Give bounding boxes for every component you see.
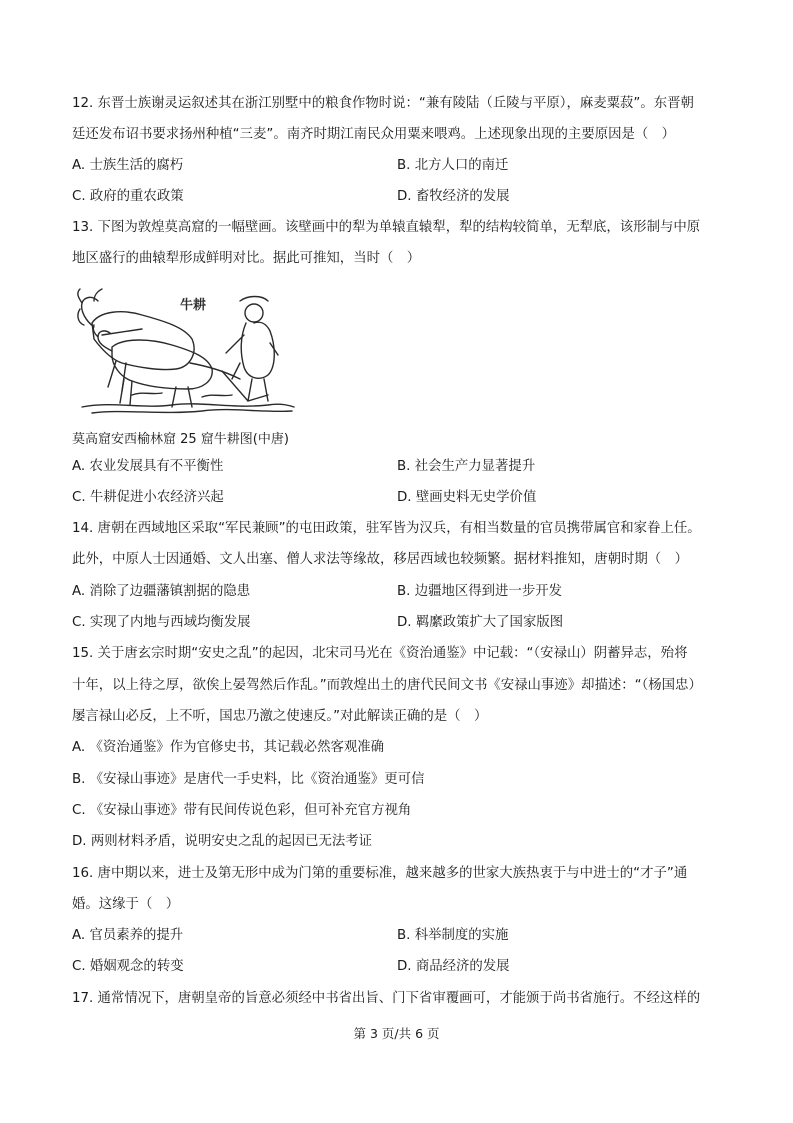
q15-option-c: C. 《安禄山事迹》带有民间传说色彩，但可补充官方视角 [72,803,412,818]
q16-option-c: C. 婚姻观念的转变 [72,959,184,974]
q12-option-c: C. 政府的重农政策 [72,189,184,204]
q14-option-d: D. 羁縻政策扩大了国家版图 [397,615,564,630]
q12-stem-line-1: 12. 东晋士族谢灵运叙述其在浙江别墅中的粮食作物时说：“兼有陵陆（丘陵与平原），麻麦粟菽”。东晋朝 [72,96,694,111]
mural-inscription: 牛耕 [180,298,207,313]
q13-option-a: A. 农业发展具有不平衡性 [72,459,224,474]
q12-stem-line-2: 廷还发布诏书要求扬州种植“三麦”。南齐时期江南民众用粟来喂鸡。上述现象出现的主要原因是（ ） [72,127,676,142]
q14-stem-line-1: 14. 唐朝在西域地区采取“军民兼顾”的屯田政策，驻军皆为汉兵，有相当数量的官员携带属官和家眷上任。 [72,521,701,536]
q12-option-a: A. 士族生活的腐朽 [72,158,184,173]
q15-stem-line-2: 十年，以上待之厚，欲俟上晏驾然后作乱。”而敦煌出土的唐代民间文书《安禄山事迹》却描述：“（杨国忠） [72,678,702,693]
q16-stem-line-2: 婚。这缘于（ ） [72,897,180,912]
q16-stem-line-1: 16. 唐中期以来，进士及第无形中成为门第的重要标准，越来越多的世家大族热衷于与中进士的“才子”通 [72,866,688,881]
q13-option-d: D. 壁画史料无史学价值 [397,490,537,505]
page-number: 第 3 页/共 6 页 [353,1026,440,1041]
q14-option-a: A. 消除了边疆藩镇割据的隐患 [72,584,251,599]
q14-option-b: B. 边疆地区得到进一步开发 [397,584,562,599]
q12-option-d: D. 畜牧经济的发展 [397,189,510,204]
q16-option-a: A. 官员素养的提升 [72,928,184,943]
q14-stem-line-2: 此外，中原人士因通婚、文人出塞、僧人求法等缘故，移居西域也较频繁。据材料推知，唐朝时期（ ） [72,552,688,567]
q15-stem-line-1: 15. 关于唐玄宗时期“安史之乱”的起因，北宋司马光在《资治通鉴》中记载：“（安禄山）阴蓄异志，殆将 [72,646,688,661]
q13-option-b: B. 社会生产力显著提升 [397,459,536,474]
q14-option-c: C. 实现了内地与西域均衡发展 [72,615,251,630]
q13-stem-line-2: 地区盛行的曲辕犁形成鲜明对比。据此可推知，当时（ ） [72,251,421,266]
q13-stem-line-1: 13. 下图为敦煌莫高窟的一幅壁画。该壁画中的犁为单辕直辕犁，犁的结构较简单，无犁底，该形制与中原 [72,220,701,235]
q13-option-c: C. 牛耕促进小农经济兴起 [72,490,224,505]
q17-stem-line-1: 17. 通常情况下，唐朝皇帝的旨意必须经中书省出旨、门下省审覆画可，才能颁于尚书省施行。不经这样的 [72,991,701,1006]
q15-option-b: B. 《安禄山事迹》是唐代一手史料，比《资治通鉴》更可信 [72,772,425,787]
ox-plowing-mural-image [72,283,298,417]
q15-option-d: D. 两则材料矛盾，说明安史之乱的起因已无法考证 [72,834,373,849]
q16-option-b: B. 科举制度的实施 [397,928,509,943]
image-caption: 莫高窟安西榆林窟 25 窟牛耕图(中唐) [72,432,289,447]
q12-option-b: B. 北方人口的南迁 [397,158,509,173]
q15-stem-line-3: 屡言禄山必反，上不听，国忠乃激之使速反。”对此解读正确的是（ ） [72,709,488,724]
q15-option-a: A. 《资治通鉴》作为官修史书，其记载必然客观准确 [72,740,385,755]
q16-option-d: D. 商品经济的发展 [397,959,510,974]
